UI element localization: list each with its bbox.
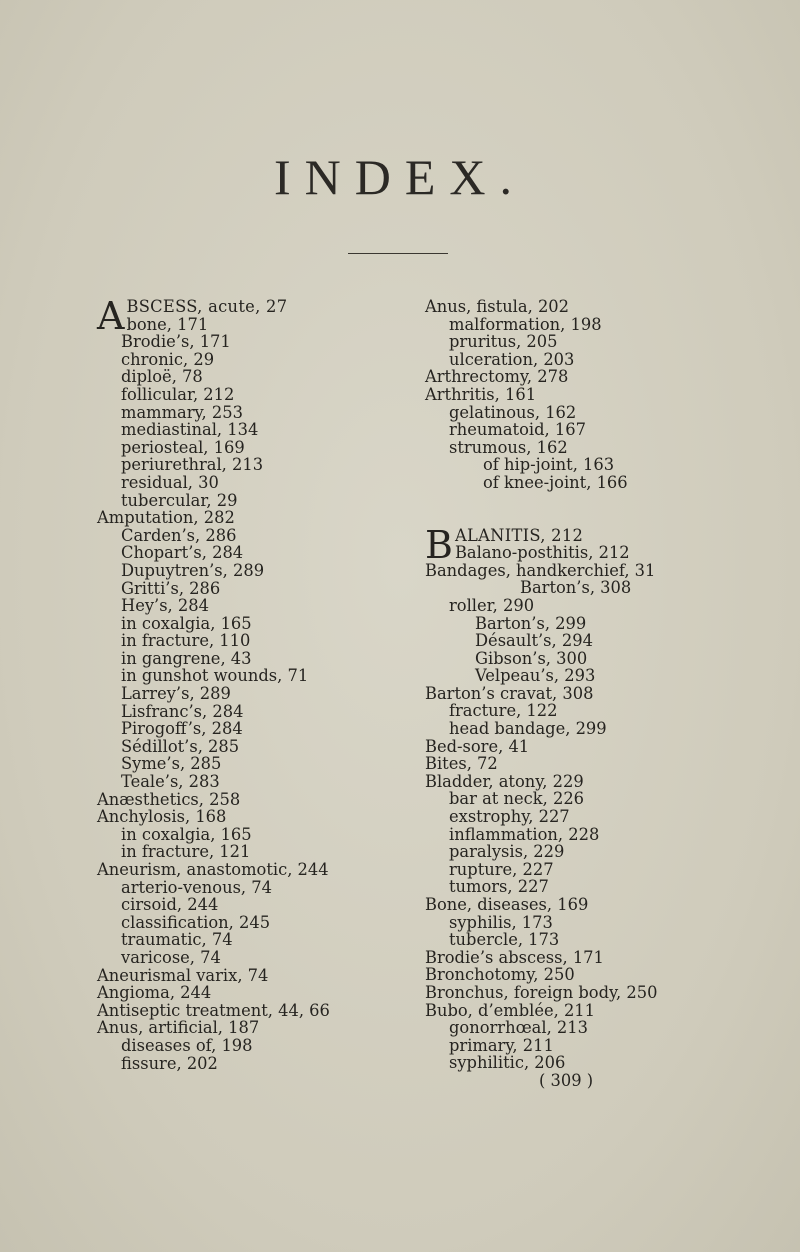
index-entry <box>425 368 770 386</box>
index-entry-text: Balano-posthitis, 212 <box>454 543 630 563</box>
index-entry-text: periurethral, 213 <box>121 455 264 475</box>
index-entry-text: cirsoid, 244 <box>121 895 219 915</box>
index-entry-text: Arthrectomy, 278 <box>425 367 569 387</box>
index-entry <box>425 562 770 580</box>
index-entry-text: syphilitic, 206 <box>449 1053 566 1073</box>
index-entry-text: roller, 290 <box>449 595 535 615</box>
index-entry <box>425 720 770 738</box>
index-entry <box>425 790 770 808</box>
index-entry <box>97 316 427 334</box>
index-entry-text: in gangrene, 43 <box>121 648 252 668</box>
index-entry-text: Anchylosis, 168 <box>97 807 227 827</box>
index-entry <box>97 773 427 791</box>
index-entry <box>97 967 427 985</box>
index-entry-text: Bone, diseases, 169 <box>425 895 589 914</box>
index-entry <box>97 755 427 773</box>
index-entry-text: Gibson’s, 300 <box>475 648 588 668</box>
index-entry-text: Anæsthetics, 258 <box>97 789 241 809</box>
index-entry <box>425 878 770 896</box>
index-entry <box>97 544 427 562</box>
index-entry-text: residual, 30 <box>121 472 219 492</box>
index-entry-text: of knee-joint, 166 <box>483 472 628 492</box>
title-rule <box>348 253 448 254</box>
index-entry-text: BSCESS, acute, 27 <box>126 297 288 316</box>
index-entry <box>97 650 427 668</box>
index-entry <box>425 544 770 562</box>
index-entry-text: in coxalgia, 165 <box>121 824 252 844</box>
index-entry-text: Barton’s cravat, 308 <box>425 683 594 703</box>
index-entry <box>425 949 770 967</box>
index-entry <box>425 738 770 756</box>
drop-cap: B <box>425 522 453 567</box>
index-entry <box>425 826 770 844</box>
index-entry-text: Chopart’s, 284 <box>121 543 244 563</box>
index-entry <box>97 597 427 615</box>
index-entry-text: malformation, 198 <box>449 314 602 334</box>
index-entry-text: rheumatoid, 167 <box>449 420 586 440</box>
index-entry <box>425 984 770 1002</box>
index-entry <box>97 914 427 932</box>
index-entry <box>425 861 770 879</box>
index-entry-text: rupture, 227 <box>449 859 554 879</box>
index-entry-text: Hey’s, 284 <box>121 596 209 616</box>
index-entry-text: periosteal, 169 <box>121 437 245 457</box>
index-entry-text: Amputation, 282 <box>97 508 235 528</box>
index-entry <box>97 562 427 580</box>
index-entry-text: Brodie’s abscess, 171 <box>425 947 604 967</box>
index-entry <box>425 1054 770 1072</box>
index-entry <box>97 931 427 949</box>
index-entry-text: pruritus, 205 <box>449 332 558 352</box>
index-entry-text: Anus, fistula, 202 <box>425 297 570 316</box>
index-entry <box>97 879 427 897</box>
index-entry <box>425 773 770 791</box>
index-entry-text: chronic, 29 <box>121 349 215 369</box>
index-entry <box>97 368 427 386</box>
index-entry <box>425 298 770 316</box>
index-entry <box>97 949 427 967</box>
index-entry <box>425 843 770 861</box>
index-entry-text: Aneurismal varix, 74 <box>97 965 269 985</box>
drop-cap: A <box>97 294 125 338</box>
index-entry <box>425 966 770 984</box>
index-entry-text: fissure, 202 <box>121 1053 218 1073</box>
index-entry <box>97 333 427 351</box>
index-entry <box>97 685 427 703</box>
index-entry-text: gelatinous, 162 <box>449 402 577 422</box>
index-entry <box>97 1002 427 1020</box>
index-entry-text: Antiseptic treatment, 44, 66 <box>97 1000 330 1020</box>
index-entry-text: Désault’s, 294 <box>475 631 593 651</box>
index-entry <box>97 439 427 457</box>
index-entry-text: tubercle, 173 <box>449 930 560 950</box>
index-entry <box>97 738 427 756</box>
index-entry <box>97 896 427 914</box>
page-number: ( 309 ) <box>539 1070 594 1090</box>
index-entry-text: Pirogoff’s, 284 <box>121 719 243 739</box>
index-entry-text: in fracture, 121 <box>121 842 251 862</box>
index-entry-text: Arthritis, 161 <box>425 384 537 404</box>
index-entry-text: gonorrhœal, 213 <box>449 1018 589 1038</box>
index-entry-text: Sédillot’s, 285 <box>121 736 240 756</box>
index-entry <box>425 914 770 932</box>
index-entry <box>425 615 770 633</box>
index-entry <box>97 351 427 369</box>
index-entry <box>97 404 427 422</box>
index-entry-text: traumatic, 74 <box>121 930 233 950</box>
index-entry-text: varicose, 74 <box>121 947 221 967</box>
index-entry-text: Bubo, d’emblée, 211 <box>425 1000 596 1020</box>
index-entry <box>425 1019 770 1037</box>
index-entry <box>97 1055 427 1073</box>
index-entry <box>97 791 427 809</box>
index-entry-text: in fracture, 110 <box>121 631 251 651</box>
index-entry-text: strumous, 162 <box>449 437 568 457</box>
index-entry-text: Lisfranc’s, 284 <box>121 701 244 721</box>
index-entry-text: Barton’s, 299 <box>475 613 587 633</box>
index-entry <box>425 808 770 826</box>
index-entry-text: follicular, 212 <box>121 384 235 404</box>
index-entry <box>425 351 770 369</box>
index-column-right <box>425 298 770 1090</box>
index-entry <box>425 755 770 773</box>
index-entry-text: mammary, 253 <box>121 402 243 422</box>
index-entry-text: inflammation, 228 <box>449 824 600 844</box>
index-entry-text: head bandage, 299 <box>449 719 607 739</box>
index-entry <box>97 580 427 598</box>
index-entry-text: Larrey’s, 289 <box>121 684 231 704</box>
index-entry <box>97 667 427 685</box>
index-entry <box>97 861 427 879</box>
index-entry <box>425 931 770 949</box>
index-entry <box>425 316 770 334</box>
index-entry <box>425 632 770 650</box>
index-entry-text: diseases of, 198 <box>121 1035 253 1055</box>
index-entry <box>97 1037 427 1055</box>
index-entry-text: in coxalgia, 165 <box>121 613 252 633</box>
index-entry-text: exstrophy, 227 <box>449 807 570 827</box>
index-entry-text: Bandages, handkerchief, 31 <box>425 560 656 580</box>
index-entry <box>425 1037 770 1055</box>
index-entry <box>425 667 770 685</box>
index-entry <box>425 386 770 404</box>
index-entry-text: Brodie’s, 171 <box>121 332 231 352</box>
index-entry-text: syphilis, 173 <box>449 912 553 932</box>
index-entry-text: Dupuytren’s, 289 <box>121 560 265 580</box>
index-entry-text: Anus, artificial, 187 <box>97 1018 260 1038</box>
index-entry <box>425 404 770 422</box>
index-entry <box>97 615 427 633</box>
index-entry <box>97 720 427 738</box>
index-entry-text: of hip-joint, 163 <box>483 455 615 475</box>
index-entry <box>425 439 770 457</box>
index-entry <box>425 456 770 474</box>
index-entry <box>97 808 427 826</box>
index-entry <box>97 509 427 527</box>
index-entry <box>97 1019 427 1037</box>
index-entry-text: mediastinal, 134 <box>121 420 259 440</box>
index-entry <box>97 826 427 844</box>
index-entry <box>425 1002 770 1020</box>
index-entry-text: ALANITIS, 212 <box>454 525 584 545</box>
index-entry <box>97 984 427 1002</box>
index-entry-text: arterio-venous, 74 <box>121 877 272 897</box>
index-entry <box>425 702 770 720</box>
index-entry-text: Bed-sore, 41 <box>425 736 530 756</box>
index-entry <box>97 456 427 474</box>
index-entry-text: Aneurism, anastomotic, 244 <box>97 860 329 879</box>
index-entry-text: tumors, 227 <box>449 877 549 897</box>
index-entry <box>425 474 770 492</box>
index-entry <box>97 703 427 721</box>
index-entry <box>425 896 770 914</box>
index-entry-text: Angioma, 244 <box>97 983 212 1003</box>
index-entry <box>97 474 427 492</box>
index-entry-text: Bronchotomy, 250 <box>425 965 575 985</box>
index-entry-text: Carden’s, 286 <box>121 525 237 545</box>
index-entry-text: Velpeau’s, 293 <box>475 666 596 686</box>
index-entry-text: bar at neck, 226 <box>449 789 585 809</box>
index-column-left <box>97 294 427 1073</box>
index-entry-text: Teale’s, 283 <box>121 772 220 792</box>
index-entry-text: primary, 211 <box>449 1035 554 1055</box>
index-entry-text: Barton’s, 308 <box>520 578 632 598</box>
index-entry-text: fracture, 122 <box>449 701 558 721</box>
index-entry-text: Bronchus, foreign body, 250 <box>425 982 658 1002</box>
index-entry <box>425 685 770 703</box>
index-entry <box>425 650 770 668</box>
index-entry <box>97 632 427 650</box>
index-entry <box>425 597 770 615</box>
index-entry-text: in gunshot wounds, 71 <box>121 666 309 686</box>
index-entry-text: Bites, 72 <box>425 754 498 774</box>
index-entry <box>97 386 427 404</box>
index-entry-text: paralysis, 229 <box>449 842 565 862</box>
index-entry <box>97 421 427 439</box>
index-entry-text: classification, 245 <box>121 912 271 932</box>
index-entry-text: Bladder, atony, 229 <box>425 771 584 791</box>
page-title: INDEX. <box>273 149 527 205</box>
index-entry <box>425 421 770 439</box>
index-entry-text: Syme’s, 285 <box>121 754 222 774</box>
index-entry-text: tubercular, 29 <box>121 490 238 510</box>
index-entry <box>425 579 770 597</box>
index-entry <box>97 843 427 861</box>
index-entry-text: ulceration, 203 <box>449 349 575 369</box>
index-entry-text: bone, 171 <box>126 314 209 334</box>
index-entry <box>425 333 770 351</box>
index-entry-text: diploë, 78 <box>121 367 203 387</box>
index-entry <box>97 492 427 510</box>
index-entry-text: Gritti’s, 286 <box>121 578 221 598</box>
index-entry <box>97 527 427 545</box>
